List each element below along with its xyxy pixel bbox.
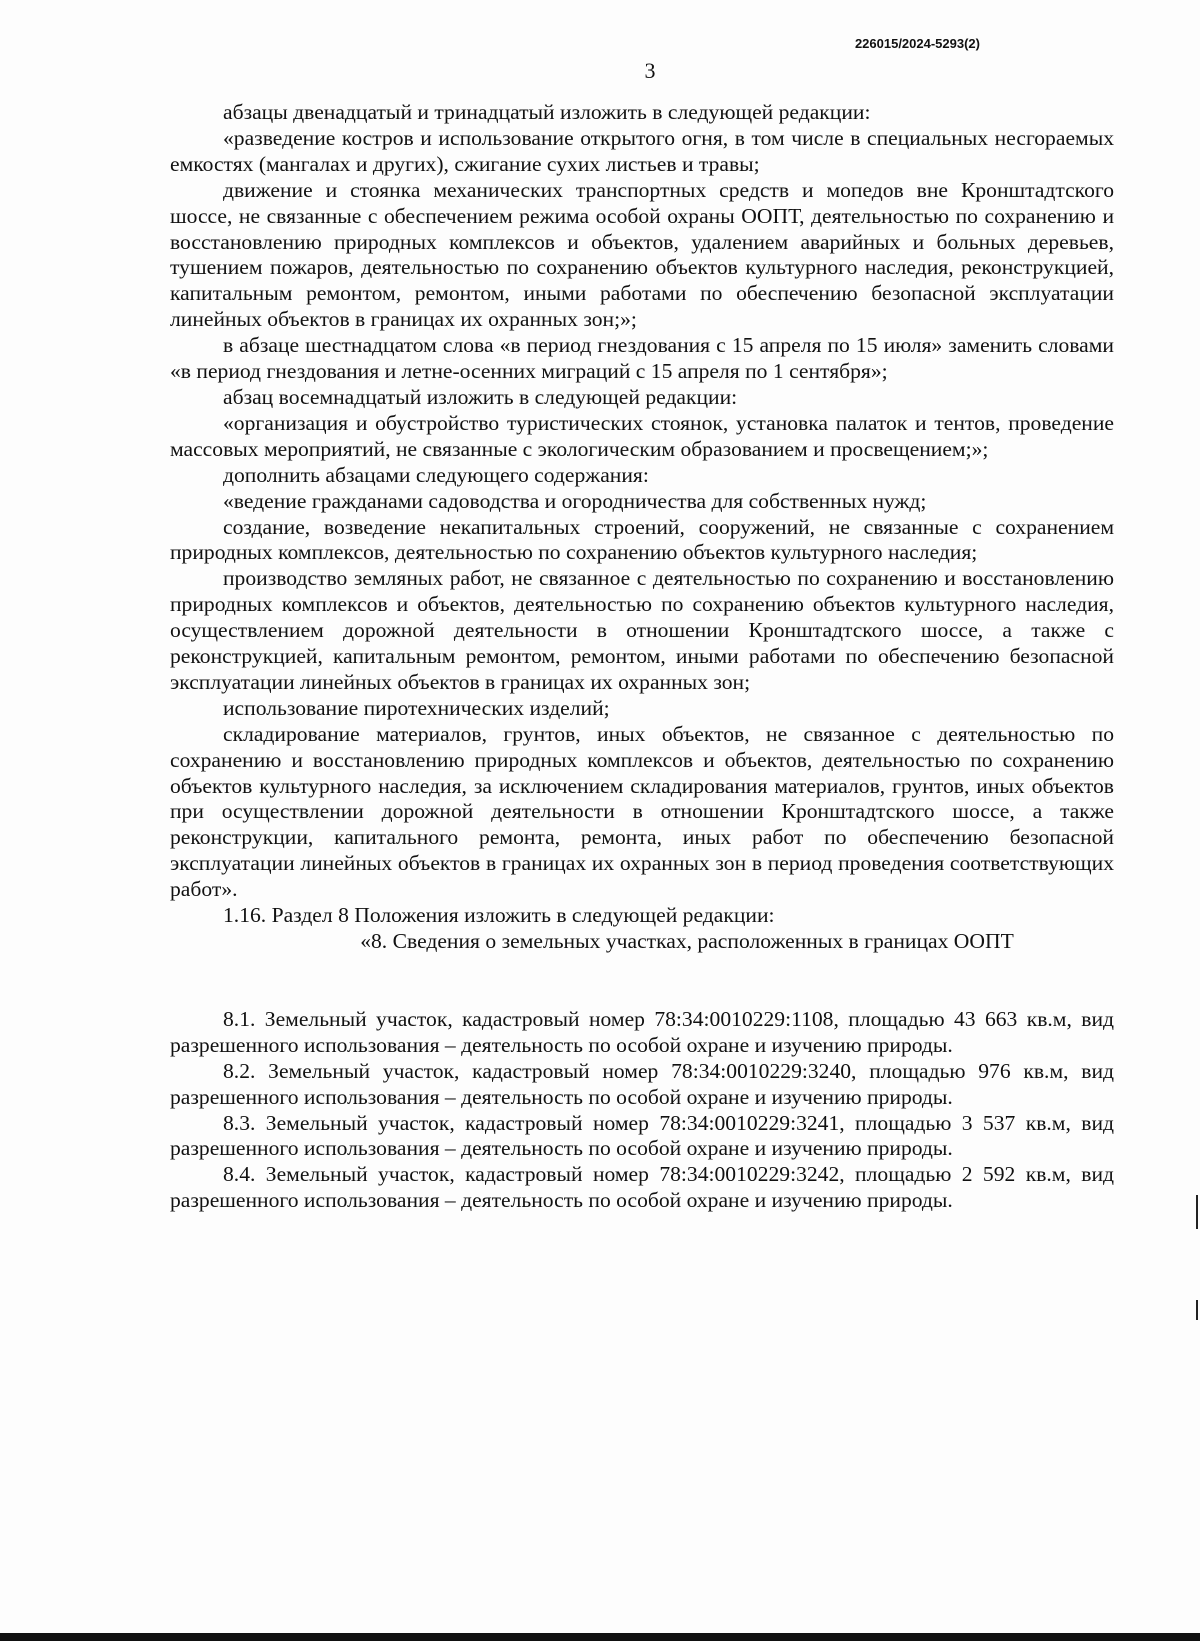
paragraph: создание, возведение некапитальных строений, сооружений, не связанные с сохранением природных комплексов, деятельностью по сохранению объектов культурного наследия; (170, 514, 1114, 565)
paragraph: абзац восемнадцатый изложить в следующей редакции: (223, 384, 738, 409)
paragraph: 1.16. Раздел 8 Положения изложить в следующей редакции: (223, 903, 775, 928)
paragraph: «ведение гражданами садоводства и огородничества для собственных нужд; (223, 488, 927, 513)
page-number: 3 (644, 58, 656, 83)
document-number: 226015/2024-5293(2) (854, 36, 980, 51)
land-item: 8.2. Земельный участок, кадастровый номер 78:34:0010229:3240, площадью 976 кв.м, вид разрешенного использования – деятельность по особой охране и изучению природы. (170, 1058, 1114, 1109)
paragraph: дополнить абзацами следующего содержания: (223, 462, 649, 487)
paragraph: «разведение костров и использование открытого огня, в том числе в специальных несгораемых емкостях (мангалах и других), сжигание сухих листьев и травы; (170, 125, 1114, 176)
paragraph: абзацы двенадцатый и тринадцатый изложить в следующей редакции: (223, 100, 871, 124)
land-item: 8.4. Земельный участок, кадастровый номер 78:34:0010229:3242, площадью 2 592 кв.м, вид разрешенного использования – деятельность по особой охране и изучению природы. (170, 1162, 1114, 1213)
paragraph: использование пиротехнических изделий; (223, 695, 610, 720)
paragraph: «организация и обустройство туристических стоянок, установка палаток и тентов, проведение массовых мероприятий, не связанные с экологическим образованием и просвещением;»; (170, 410, 1114, 461)
scan-edge-bottom (0, 1633, 1200, 1641)
land-item: 8.1. Земельный участок, кадастровый номер 78:34:0010229:1108, площадью 43 663 кв.м, вид разрешенного использования – деятельность по особой охране и изучению природы. (170, 1006, 1114, 1057)
document-body (170, 100, 1114, 1214)
scan-edge-mark (1196, 1300, 1198, 1320)
paragraph: движение и стоянка механических транспортных средств и мопедов вне Кронштадтского шоссе, не связанные с обеспечением режима особой охраны ООПТ, деятельностью по сохранению и восстановлению природных комплексов и объектов, удалением аварийных и больных деревьев, тушением пожаров, деятельностью по сохранению объектов культурного наследия, реконструкцией, капитальным ремонтом, ремонтом, иными работами по обеспечению безопасной эксплуатации линейных объектов в границах их охранных зон;»; (170, 177, 1114, 332)
paragraph: в абзаце шестнадцатом слова «в период гнездования с 15 апреля по 15 июля» заменить словами «в период гнездования и летне-осенних миграций с 15 апреля по 1 сентября»; (170, 333, 1114, 384)
paragraph: складирование материалов, грунтов, иных объектов, не связанное с деятельностью по сохранению и восстановлению природных комплексов и объектов, деятельностью по сохранению объектов культурного наследия, за исключением складирования материалов, грунтов, иных объектов при осуществлении дорожной деятельности в отношении Кронштадтского шоссе, а также реконструкции, капитального ремонта, ремонта, иных работ по обеспечению безопасной эксплуатации линейных объектов в границах их охранных зон в период проведения соответствующих работ». (170, 721, 1114, 902)
scan-edge-mark (1196, 1195, 1198, 1229)
paragraph: производство земляных работ, не связанное с деятельностью по сохранению и восстановлению природных комплексов и объектов, деятельностью по сохранению объектов культурного наследия, осуществлением дорожной деятельности в отношении Кронштадтского шоссе, а также с реконструкцией, капитальным ремонтом, ремонтом, иными работами по обеспечению безопасной эксплуатации линейных объектов в границах их охранных зон; (170, 566, 1114, 694)
section-heading: «8. Сведения о земельных участках, расположенных в границах ООПТ (360, 929, 1014, 953)
land-item: 8.3. Земельный участок, кадастровый номер 78:34:0010229:3241, площадью 3 537 кв.м, вид разрешенного использования – деятельность по особой охране и изучению природы. (170, 1110, 1114, 1161)
